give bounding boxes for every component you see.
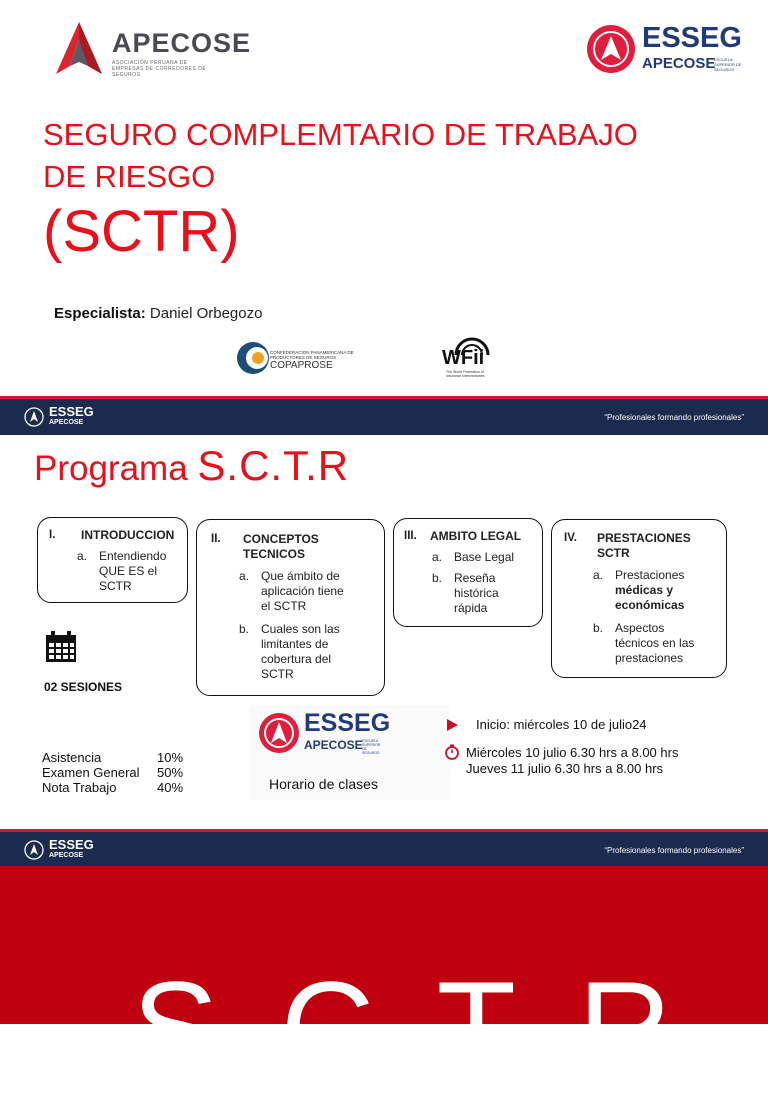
start-date: Inicio: miércoles 10 de julio24 (476, 717, 647, 732)
stopwatch-icon (444, 744, 460, 765)
cover-title-acronym: (SCTR) (43, 199, 240, 264)
item-line: SCTR (99, 579, 132, 593)
item-line: histórica (454, 586, 499, 600)
copaprose-name: COPAPROSE (270, 360, 333, 371)
item-line: SCTR (261, 667, 294, 681)
module-box-1 (37, 517, 188, 603)
module-box-4 (551, 519, 727, 678)
cover-title-line2: DE RIESGO (43, 159, 216, 194)
esseg-emblem-icon (258, 712, 300, 754)
module-item (615, 568, 684, 613)
module-heading (597, 531, 691, 561)
esseg-tag: ESCUELA SUPERIOR DE SEGUROS (714, 57, 742, 72)
esseg-sub-wordmark: APECOSE (304, 738, 363, 752)
item-line: económicas (615, 598, 685, 612)
module-item (99, 549, 166, 594)
grade-label: Examen General (42, 765, 140, 780)
esseg-tag: ESCUELA SUPERIOR DE SEGUROS (362, 739, 381, 755)
item-line: Prestaciones (615, 568, 685, 582)
item-letter: a. (593, 568, 604, 582)
module-heading: AMBITO LEGAL (430, 529, 522, 543)
cover-title-line1: SEGURO COMPLEMTARIO DE TRABAJO (43, 117, 638, 152)
band-logo-word: ESSEG (49, 837, 94, 852)
play-icon (445, 718, 459, 737)
module-item (261, 622, 340, 682)
esseg-emblem-icon (586, 24, 636, 74)
module-box-3 (393, 518, 543, 627)
schedule-label: Horario de clases (269, 776, 378, 792)
copaprose-logo (236, 336, 356, 380)
apecose-logo (52, 20, 252, 80)
apecose-mountain-icon (52, 20, 106, 78)
heading-line: CONCEPTOS (243, 532, 319, 546)
item-line: cobertura del (261, 652, 332, 666)
item-line: Reseña (454, 571, 496, 585)
esseg-sub-wordmark: APECOSE (642, 55, 716, 72)
wfii-wordmark: WFii (442, 347, 485, 369)
esseg-wordmark: ESSEG (642, 22, 742, 54)
grade-value: 10% (157, 750, 184, 765)
specialist-label: Especialista: (54, 305, 146, 322)
grade-value: 40% (157, 780, 184, 795)
item-letter: b. (239, 622, 250, 636)
module-heading (243, 532, 319, 562)
sessions-label: 02 SESIONES (44, 680, 123, 694)
module-numeral: IV. (564, 532, 578, 544)
module-item (454, 550, 514, 565)
footer-band-2 (0, 829, 768, 868)
module-numeral: III. (404, 530, 417, 542)
band-tagline: “Profesionales formando profesionales” (604, 846, 744, 855)
esseg-emblem-icon (24, 407, 44, 427)
item-line: el SCTR (261, 599, 307, 613)
specialist-line (54, 305, 262, 322)
sctr-red-slide (0, 866, 768, 1100)
wfii-subtitle: The World Federation of Insurance Intermediaries (446, 370, 485, 378)
item-line: aplicación tiene (261, 584, 344, 598)
item-line: QUE ES el (99, 564, 158, 578)
footer-band-1 (0, 396, 768, 435)
module-numeral: II. (211, 533, 221, 545)
item-line: limitantes de (261, 637, 329, 651)
heading-line: PRESTACIONES (597, 531, 691, 545)
item-letter: a. (77, 549, 88, 563)
schedule-line-1: Miércoles 10 julio 6.30 hrs a 8.00 hrs (466, 745, 679, 760)
item-letter: a. (239, 569, 250, 583)
grade-label: Asistencia (42, 750, 102, 765)
module-item (261, 569, 344, 614)
item-line: médicas y (615, 583, 674, 597)
module-item (454, 571, 499, 616)
item-line: Cuales son las (261, 622, 340, 636)
heading-line: SCTR (597, 546, 630, 560)
item-line: Aspectos (615, 621, 665, 635)
wfii-logo (442, 333, 502, 383)
calendar-icon (44, 630, 78, 669)
band-logo-word: ESSEG (49, 404, 94, 419)
program-title-word: Programa (34, 449, 188, 488)
item-line: Base Legal (454, 550, 515, 564)
apecose-wordmark: APECOSE (112, 28, 252, 58)
sctr-big-text: SCTR (132, 954, 734, 1100)
module-numeral: I. (49, 529, 56, 541)
copaprose-subtitle: CONFEDERACION PANAMERICANA DE PRODUCTORES DE SEGUROS (270, 350, 354, 360)
band-logo-sub: APECOSE (49, 419, 84, 426)
esseg-logo (586, 22, 746, 78)
grade-label: Nota Trabajo (42, 780, 117, 795)
schedule-line-2: Jueves 11 julio 6.30 hrs a 8.00 hrs (466, 761, 664, 776)
heading-line: TECNICOS (243, 547, 306, 561)
item-line: Entendiendo (99, 549, 167, 563)
item-line: Que ámbito de (261, 569, 340, 583)
cover-slide (0, 0, 768, 396)
specialist-name: Daniel Orbegozo (149, 305, 263, 322)
grade-value: 50% (157, 765, 184, 780)
item-letter: b. (593, 621, 604, 635)
band-tagline: “Profesionales formando profesionales” (604, 413, 744, 422)
module-heading: INTRODUCCION (81, 528, 175, 542)
item-letter: b. (432, 571, 443, 585)
esseg-wordmark: ESSEG (304, 709, 391, 737)
module-item (615, 621, 694, 666)
band-logo-sub: APECOSE (49, 852, 84, 859)
program-title (34, 442, 349, 490)
program-title-acronym: S.C.T.R (197, 442, 350, 489)
esseg-emblem-icon (24, 840, 44, 860)
item-line: prestaciones (615, 651, 684, 665)
copaprose-emblem-icon (236, 336, 270, 380)
apecose-subtitle: ASOCIACIÓN PERUANA DE EMPRESAS DE CORREDORES DE SEGUROS (112, 60, 207, 78)
item-letter: a. (432, 550, 443, 564)
item-line: rápida (454, 601, 488, 615)
item-line: técnicos en las (615, 636, 695, 650)
module-box-2 (196, 519, 385, 696)
